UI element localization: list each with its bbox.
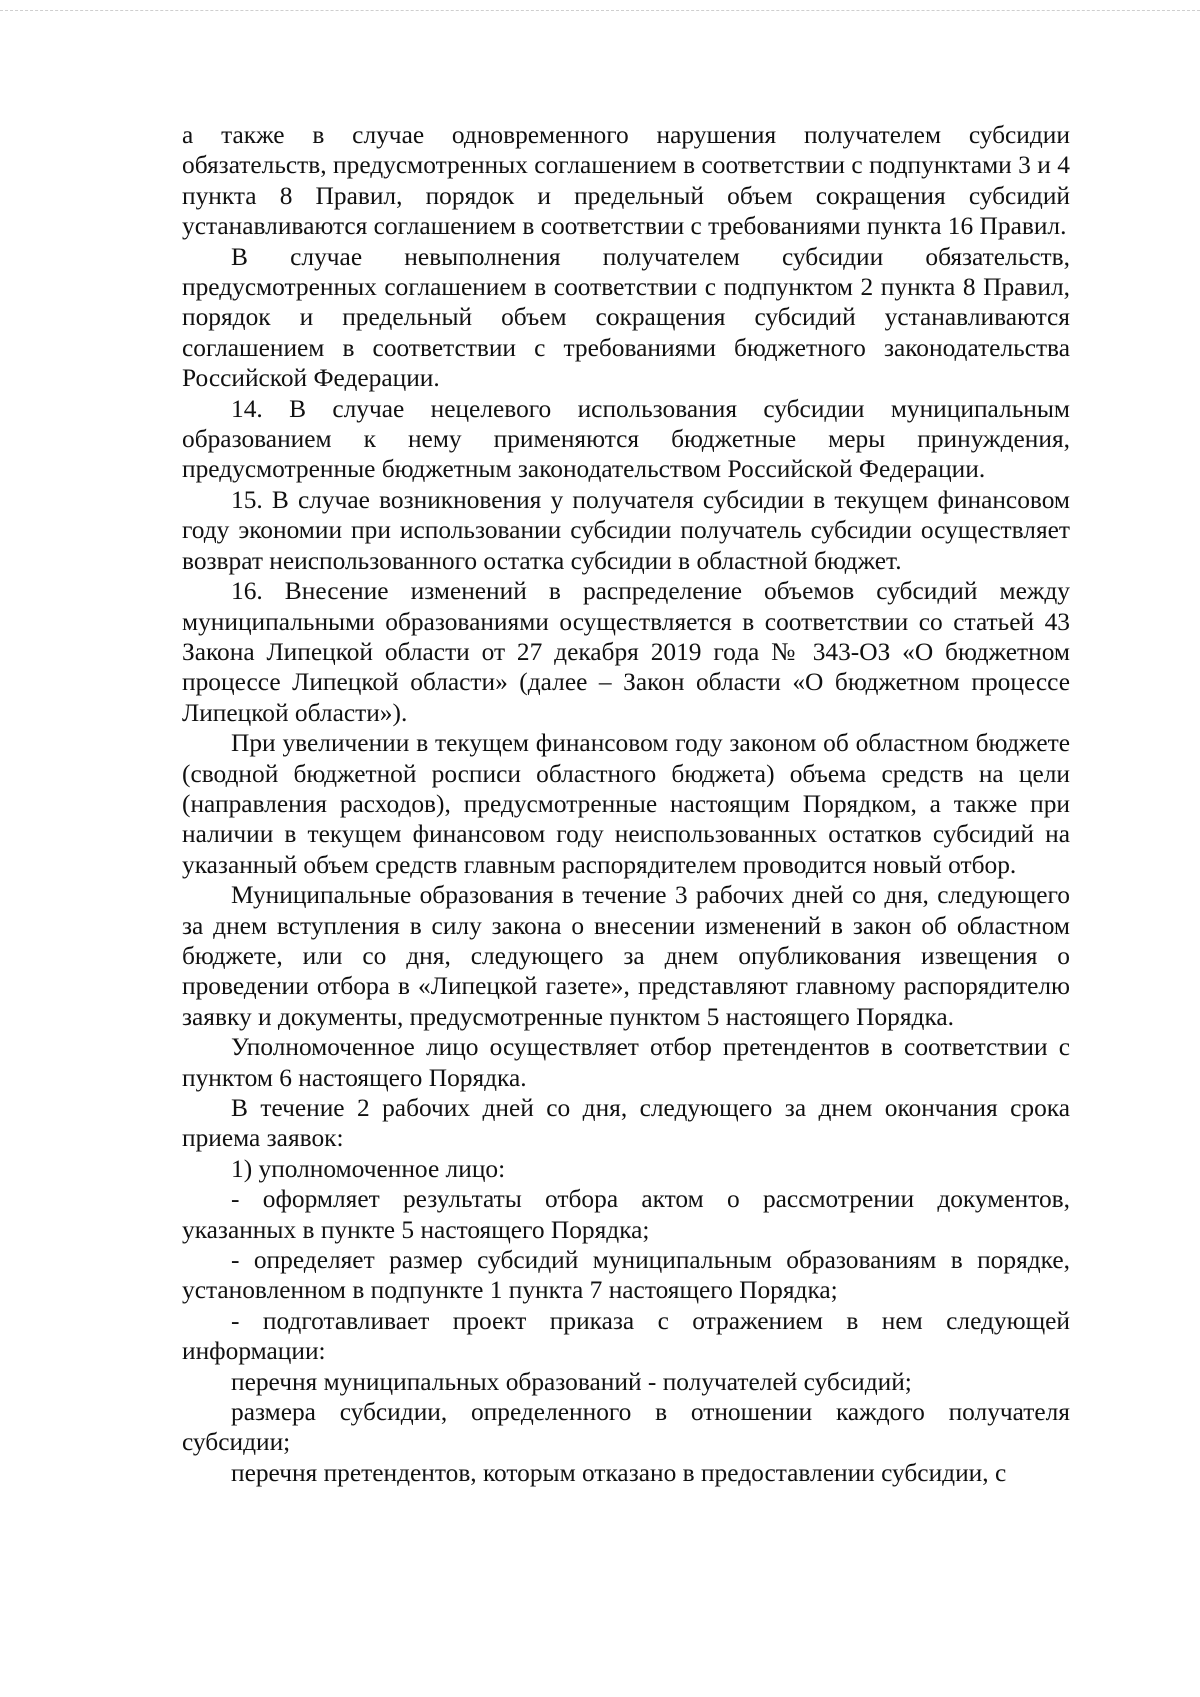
paragraph-budget-increase: При увеличении в текущем финансовом году законом об областном бюджете (сводной бюджетной росписи областного бюджета) объема средств на цели (направления расходов), предусмотренные настоящим Порядком, а также при наличии в текущем финансовом году неиспользованных остатков субсидий на указанный объем средств главным распорядителем проводится новый отбор. [182, 729, 1070, 879]
list-item-subsidy-amount: размера субсидии, определенного в отношении каждого получателя субсидии; [182, 1398, 1070, 1457]
paragraph-selection: Уполномоченное лицо осуществляет отбор претендентов в соответствии с пунктом 6 настоящего Порядка. [182, 1033, 1070, 1092]
scan-top-edge [0, 10, 1200, 11]
list-item-subsidy-size: - определяет размер субсидий муниципальным образованиям в порядке, установленном в подпункте 1 пункта 7 настоящего Порядка; [182, 1246, 1070, 1305]
paragraph-item-16: 16. Внесение изменений в распределение объемов субсидий между муниципальными образованиями осуществляется в соответствии со статьей 43 Закона Липецкой области от 27 декабря 2019 года № 343-ОЗ «О бюджетном процессе Липецкой области» (далее – Закон области «О бюджетном процессе Липецкой области»). [182, 577, 1070, 727]
paragraph-item-14: 14. В случае нецелевого использования субсидии муниципальным образованием к нему применяются бюджетные меры принуждения, предусмотренные бюджетным законодательством Российской Федерации. [182, 394, 1070, 484]
list-item-order-draft: - подготавливает проект приказа с отражением в нем следующей информации: [182, 1306, 1070, 1366]
paragraph-budget-law: В случае невыполнения получателем субсидии обязательств, предусмотренных соглашением в соответствии с подпунктом 2 пункта 8 Правил, порядок и предельный объем сокращения субсидий устанавливаются соглашением в соответствии с требованиями бюджетного законодательства Российской Федерации. [182, 242, 1070, 393]
document-body [182, 120, 1070, 1488]
paragraph-deadline: В течение 2 рабочих дней со дня, следующего за днем окончания срока приема заявок: [182, 1094, 1070, 1153]
list-item-act: - оформляет результаты отбора актом о рассмотрении документов, указанных в пункте 5 настоящего Порядка; [182, 1185, 1070, 1244]
paragraph-municipal-applications: Муниципальные образования в течение 3 рабочих дней со дня, следующего за днем вступления в силу закона о внесении изменений в закон об областном бюджете, или со дня, следующего за днем опубликования извещения о проведении отбора в «Липецкой газете», представляют главному распорядителю заявку и документы, предусмотренные пунктом 5 настоящего Порядка. [182, 881, 1070, 1031]
list-item-refused: перечня претендентов, которым отказано в предоставлении субсидии, с [231, 1458, 1007, 1487]
paragraph-item-15: 15. В случае возникновения у получателя субсидии в текущем финансовом году экономии при использовании субсидии получатель субсидии осуществляет возврат неиспользованного остатка субсидии в областной бюджет. [182, 485, 1070, 575]
list-item-recipients: перечня муниципальных образований - получателей субсидий; [231, 1367, 912, 1396]
list-item-authorized-person: 1) уполномоченное лицо: [231, 1154, 506, 1183]
paragraph-continuation: а также в случае одновременного нарушения получателем субсидии обязательств, предусмотренных соглашением в соответствии с подпунктами 3 и 4 пункта 8 Правил, порядок и предельный объем сокращения субсидий устанавливаются соглашением в соответствии с требованиями пункта 16 Правил. [182, 121, 1070, 241]
